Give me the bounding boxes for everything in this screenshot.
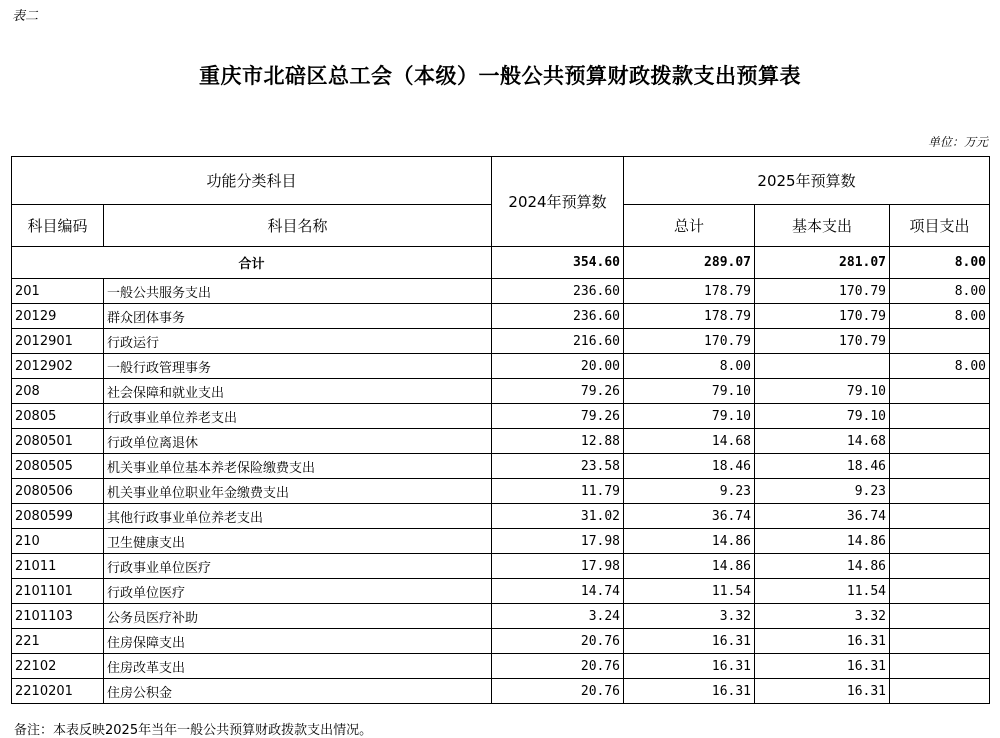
footnote: 备注：本表反映2025年当年一般公共预算财政拨款支出情况。 xyxy=(14,723,373,738)
budget-table xyxy=(11,156,990,704)
header-name: 科目名称 xyxy=(104,205,492,247)
cell-project xyxy=(890,379,990,404)
cell-code: 21011 xyxy=(12,554,104,579)
cell-total: 3.32 xyxy=(624,604,755,629)
table-row xyxy=(12,629,990,654)
cell-code: 20129 xyxy=(12,304,104,329)
table-row xyxy=(12,454,990,479)
table-row xyxy=(12,354,990,379)
header-prev-budget: 2024年预算数 xyxy=(492,157,624,247)
cell-code: 208 xyxy=(12,379,104,404)
cell-basic: 16.31 xyxy=(755,679,890,704)
cell-code: 2210201 xyxy=(12,679,104,704)
cell-code: 2012901 xyxy=(12,329,104,354)
cell-name: 机关事业单位基本养老保险缴费支出 xyxy=(104,454,492,479)
cell-total: 18.46 xyxy=(624,454,755,479)
cell-prev: 12.88 xyxy=(492,429,624,454)
cell-name: 一般公共服务支出 xyxy=(104,279,492,304)
cell-basic: 170.79 xyxy=(755,329,890,354)
cell-total: 8.00 xyxy=(624,354,755,379)
cell-basic: 16.31 xyxy=(755,629,890,654)
header-project: 项目支出 xyxy=(890,205,990,247)
cell-code: 2012902 xyxy=(12,354,104,379)
page-title: 重庆市北碚区总工会（本级）一般公共预算财政拨款支出预算表 xyxy=(199,64,801,88)
cell-prev: 20.00 xyxy=(492,354,624,379)
cell-code: 20805 xyxy=(12,404,104,429)
cell-prev: 79.26 xyxy=(492,404,624,429)
cell-total: 9.23 xyxy=(624,479,755,504)
cell-project xyxy=(890,679,990,704)
cell-code: 221 xyxy=(12,629,104,654)
cell-code: 2101103 xyxy=(12,604,104,629)
cell-total: 11.54 xyxy=(624,579,755,604)
cell-prev: 79.26 xyxy=(492,379,624,404)
cell-code: 2080599 xyxy=(12,504,104,529)
cell-basic: 18.46 xyxy=(755,454,890,479)
total-row xyxy=(12,247,990,279)
cell-name: 行政单位医疗 xyxy=(104,579,492,604)
cell-total: 16.31 xyxy=(624,629,755,654)
cell-basic: 14.86 xyxy=(755,529,890,554)
total-project: 8.00 xyxy=(890,247,990,279)
cell-total: 178.79 xyxy=(624,279,755,304)
total-basic: 281.07 xyxy=(755,247,890,279)
cell-basic: 79.10 xyxy=(755,404,890,429)
cell-project xyxy=(890,604,990,629)
cell-total: 79.10 xyxy=(624,404,755,429)
cell-project: 8.00 xyxy=(890,354,990,379)
cell-name: 住房改革支出 xyxy=(104,654,492,679)
cell-name: 群众团体事务 xyxy=(104,304,492,329)
total-total: 289.07 xyxy=(624,247,755,279)
cell-name: 住房公积金 xyxy=(104,679,492,704)
header-total: 总计 xyxy=(624,205,755,247)
cell-prev: 216.60 xyxy=(492,329,624,354)
cell-prev: 23.58 xyxy=(492,454,624,479)
cell-code: 201 xyxy=(12,279,104,304)
cell-name: 行政单位离退休 xyxy=(104,429,492,454)
cell-name: 行政运行 xyxy=(104,329,492,354)
header-code: 科目编码 xyxy=(12,205,104,247)
cell-total: 16.31 xyxy=(624,654,755,679)
cell-total: 16.31 xyxy=(624,679,755,704)
cell-prev: 3.24 xyxy=(492,604,624,629)
total-prev: 354.60 xyxy=(492,247,624,279)
table-row xyxy=(12,554,990,579)
cell-project: 8.00 xyxy=(890,304,990,329)
cell-prev: 236.60 xyxy=(492,279,624,304)
cell-total: 14.86 xyxy=(624,529,755,554)
table-row xyxy=(12,579,990,604)
table-number-label: 表二 xyxy=(12,9,39,24)
cell-total: 178.79 xyxy=(624,304,755,329)
total-label: 合计 xyxy=(12,247,492,279)
table-row xyxy=(12,329,990,354)
cell-basic: 14.68 xyxy=(755,429,890,454)
cell-project xyxy=(890,454,990,479)
cell-prev: 14.74 xyxy=(492,579,624,604)
cell-prev: 17.98 xyxy=(492,554,624,579)
cell-name: 行政事业单位养老支出 xyxy=(104,404,492,429)
header-curr-budget: 2025年预算数 xyxy=(624,157,990,205)
cell-prev: 20.76 xyxy=(492,679,624,704)
cell-project xyxy=(890,504,990,529)
cell-project xyxy=(890,479,990,504)
cell-basic: 79.10 xyxy=(755,379,890,404)
cell-basic: 11.54 xyxy=(755,579,890,604)
cell-name: 社会保障和就业支出 xyxy=(104,379,492,404)
table-row xyxy=(12,529,990,554)
cell-prev: 20.76 xyxy=(492,629,624,654)
cell-total: 14.86 xyxy=(624,554,755,579)
cell-basic: 36.74 xyxy=(755,504,890,529)
table-row xyxy=(12,604,990,629)
cell-project xyxy=(890,579,990,604)
cell-name: 卫生健康支出 xyxy=(104,529,492,554)
cell-code: 2080506 xyxy=(12,479,104,504)
cell-name: 公务员医疗补助 xyxy=(104,604,492,629)
table-row xyxy=(12,404,990,429)
cell-project xyxy=(890,554,990,579)
cell-name: 行政事业单位医疗 xyxy=(104,554,492,579)
cell-code: 22102 xyxy=(12,654,104,679)
header-basic: 基本支出 xyxy=(755,205,890,247)
table-row xyxy=(12,479,990,504)
table-row xyxy=(12,429,990,454)
header-func-class: 功能分类科目 xyxy=(12,157,492,205)
table-row xyxy=(12,679,990,704)
cell-code: 2080501 xyxy=(12,429,104,454)
cell-code: 210 xyxy=(12,529,104,554)
cell-project xyxy=(890,629,990,654)
cell-code: 2101101 xyxy=(12,579,104,604)
cell-basic: 170.79 xyxy=(755,279,890,304)
cell-project xyxy=(890,654,990,679)
cell-name: 机关事业单位职业年金缴费支出 xyxy=(104,479,492,504)
cell-code: 2080505 xyxy=(12,454,104,479)
cell-name: 其他行政事业单位养老支出 xyxy=(104,504,492,529)
cell-project xyxy=(890,404,990,429)
cell-basic: 3.32 xyxy=(755,604,890,629)
cell-project xyxy=(890,529,990,554)
cell-project: 8.00 xyxy=(890,279,990,304)
cell-prev: 236.60 xyxy=(492,304,624,329)
cell-basic xyxy=(755,354,890,379)
cell-project xyxy=(890,329,990,354)
cell-prev: 31.02 xyxy=(492,504,624,529)
cell-total: 79.10 xyxy=(624,379,755,404)
cell-prev: 11.79 xyxy=(492,479,624,504)
cell-basic: 14.86 xyxy=(755,554,890,579)
table-row xyxy=(12,279,990,304)
cell-name: 住房保障支出 xyxy=(104,629,492,654)
cell-basic: 170.79 xyxy=(755,304,890,329)
cell-total: 14.68 xyxy=(624,429,755,454)
table-row xyxy=(12,654,990,679)
cell-project xyxy=(890,429,990,454)
cell-basic: 16.31 xyxy=(755,654,890,679)
cell-total: 170.79 xyxy=(624,329,755,354)
unit-label: 单位：万元 xyxy=(927,135,988,149)
cell-name: 一般行政管理事务 xyxy=(104,354,492,379)
cell-basic: 9.23 xyxy=(755,479,890,504)
cell-total: 36.74 xyxy=(624,504,755,529)
cell-prev: 20.76 xyxy=(492,654,624,679)
cell-prev: 17.98 xyxy=(492,529,624,554)
table-row xyxy=(12,304,990,329)
table-row xyxy=(12,504,990,529)
header-row-1 xyxy=(12,157,990,205)
table-row xyxy=(12,379,990,404)
